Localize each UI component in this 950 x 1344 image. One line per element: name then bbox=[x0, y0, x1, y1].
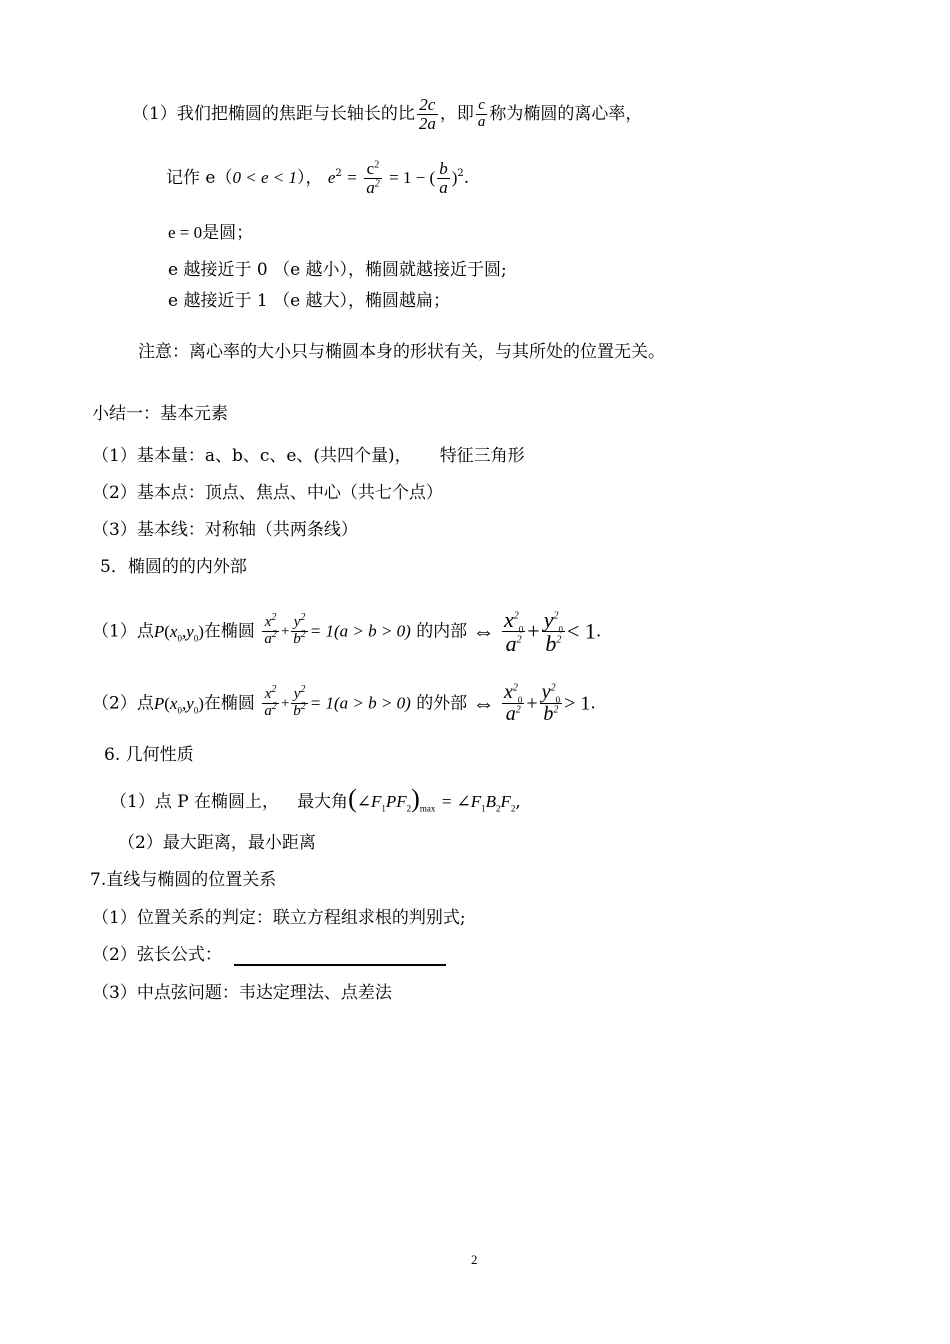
fraction-b-over-a: $\frac{b}{a}$ bbox=[439, 159, 448, 197]
eccentricity-range: 0 < e < 1 bbox=[232, 167, 297, 187]
inside-condition: （1）点$P(x_0,y_0)$在椭圆 $\frac{x^2}{a^2}$ + $\frac{y^2}{b^2}$ = 1(a > b > 0) 的内部 ⇔ $\frac{x^2_0}{a^2}$ + $\frac{y^2_0}{b^2}$ < 1. bbox=[92, 606, 602, 656]
e-large-line: e 越接近于 1 （e 越大），椭圆越扁； bbox=[168, 291, 451, 311]
section-7-item-2: （2）弦长公式： bbox=[92, 944, 446, 966]
fraction-2c-over-2a: $\frac{2c}{2a}$ bbox=[418, 95, 436, 133]
section-7-title: 7.直线与椭圆的位置关系 bbox=[90, 870, 277, 890]
section-6-title: 6. 几何性质 bbox=[104, 745, 194, 765]
fraction-c-over-a: $\frac{c}{a}$ bbox=[477, 97, 486, 130]
summary-item-2: （2）基本点：顶点、焦点、中心（共七个点） bbox=[92, 483, 443, 503]
max-angle-line: （1）点 P 在椭圆上， 最大角$(\angle F_1PF_2)_{max}$ = $\angle F_1B_2F_2$, bbox=[110, 784, 521, 814]
distance-line: （2）最大距离，最小距离 bbox=[118, 833, 316, 853]
e-small-line: e 越接近于 0 （e 越小），椭圆就越接近于圆; bbox=[168, 260, 507, 280]
page-number: 2 bbox=[471, 1252, 478, 1267]
section-7-item-3: （3）中点弦问题：韦达定理法、点差法 bbox=[92, 983, 392, 1003]
eccentricity-definition: （1）我们把椭圆的焦距与长轴长的比 $\frac{2c}{2a}$ ，即 $\frac{c}{a}$ 称为椭圆的离心率， bbox=[132, 95, 643, 133]
fraction-c2-over-a2: $\frac{c^2}{a^2}$ bbox=[366, 159, 380, 197]
outside-condition: （2）点$P(x_0,y_0)$在椭圆 $\frac{x^2}{a^2}$ + $\frac{y^2}{b^2}$ = 1(a > b > 0) 的外部 ⇔ $\frac{x^2_0}{a^2}$ + $\frac{y^2_0}{b^2}$ > 1. bbox=[92, 681, 596, 725]
summary-item-3: （3）基本线：对称轴（共两条线） bbox=[92, 520, 358, 540]
section-5-title: 5．椭圆的的内外部 bbox=[100, 557, 247, 577]
summary-title: 小结一：基本元素 bbox=[92, 404, 228, 424]
eccentricity-formula: 记作 e（0 < e < 1）， $e^2$ = $\frac{c^2}{a^2}$ = 1 − ( $\frac{b}{a}$ )$^2$. bbox=[166, 159, 470, 197]
e-zero-line: e = 0是圆； bbox=[168, 223, 254, 243]
summary-item-1: （1）基本量：a、b、c、e、(共四个量)， 特征三角形 bbox=[92, 446, 525, 466]
answer-blank bbox=[234, 952, 446, 966]
section-7-item-1: （1）位置关系的判定：联立方程组求根的判别式; bbox=[92, 908, 466, 928]
note-line: 注意：离心率的大小只与椭圆本身的形状有关，与其所处的位置无关。 bbox=[138, 342, 665, 362]
